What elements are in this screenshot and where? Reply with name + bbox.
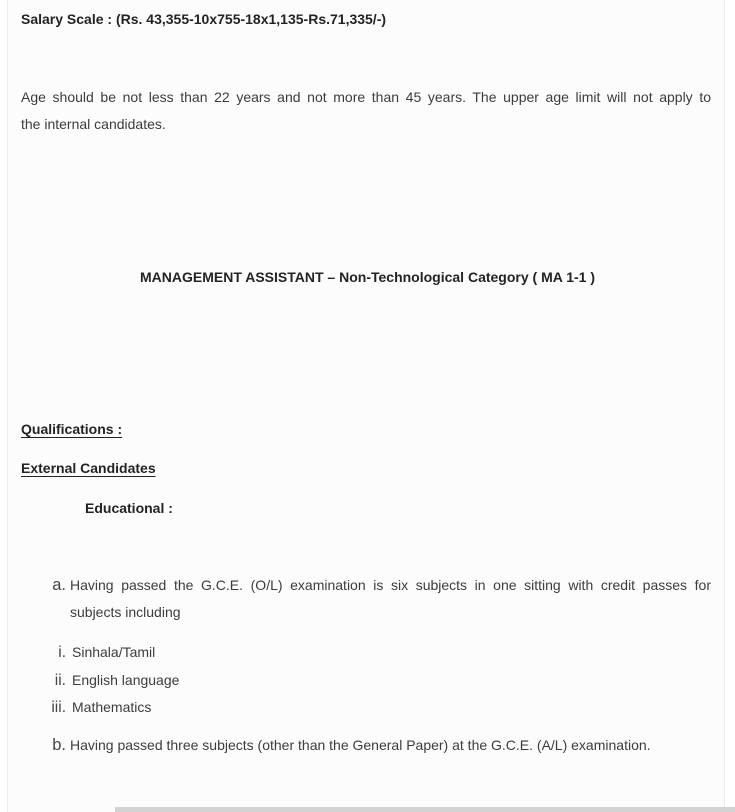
educational-heading: Educational : xyxy=(85,500,173,516)
age-limit-line-1: Age should be not less than 22 years and not more than 45 years. The upper age limit will not apply to xyxy=(21,89,711,105)
horizontal-scrollbar[interactable] xyxy=(0,806,735,812)
list-item-a-marker: a. xyxy=(52,576,66,594)
salary-scale-text: Salary Scale : (Rs. 43,355-10x755-18x1,135-Rs.71,335/-) xyxy=(21,11,387,27)
list-item-b: Having passed three subjects (other than the General Paper) at the G.C.E. (A/L) examination. xyxy=(70,737,651,753)
sub-item-label-mathematics: Mathematics xyxy=(72,699,152,715)
post-title: MANAGEMENT ASSISTANT – Non-Technological Category ( MA 1-1 ) xyxy=(139,269,596,285)
horizontal-scrollbar-thumb[interactable] xyxy=(115,807,735,812)
list-item-b-marker: b. xyxy=(52,736,66,754)
sub-item-marker-ii: ii. xyxy=(54,671,66,689)
list-item xyxy=(0,694,711,722)
sub-item-marker-i: i. xyxy=(58,644,66,661)
age-limit-line-2: the internal candidates. xyxy=(21,116,166,132)
list-item xyxy=(0,667,711,695)
list-item-a-line-1: Having passed the G.C.E. (O/L) examination is six subjects in one sitting with credit passes for xyxy=(70,577,711,593)
sub-item-marker-iii: iii. xyxy=(51,699,66,716)
list-item-a xyxy=(70,572,711,626)
age-limit-paragraph xyxy=(21,84,711,138)
list-item xyxy=(0,639,711,667)
qualifications-heading: Qualifications : xyxy=(21,421,123,437)
list-item-a-line-2: subjects including xyxy=(70,604,181,620)
external-candidates-heading: External Candidates xyxy=(21,460,156,476)
sub-item-label-sinhala-tamil: Sinhala/Tamil xyxy=(72,644,156,660)
subject-sub-list xyxy=(0,639,711,722)
sub-item-label-english-language: English language xyxy=(72,671,180,688)
